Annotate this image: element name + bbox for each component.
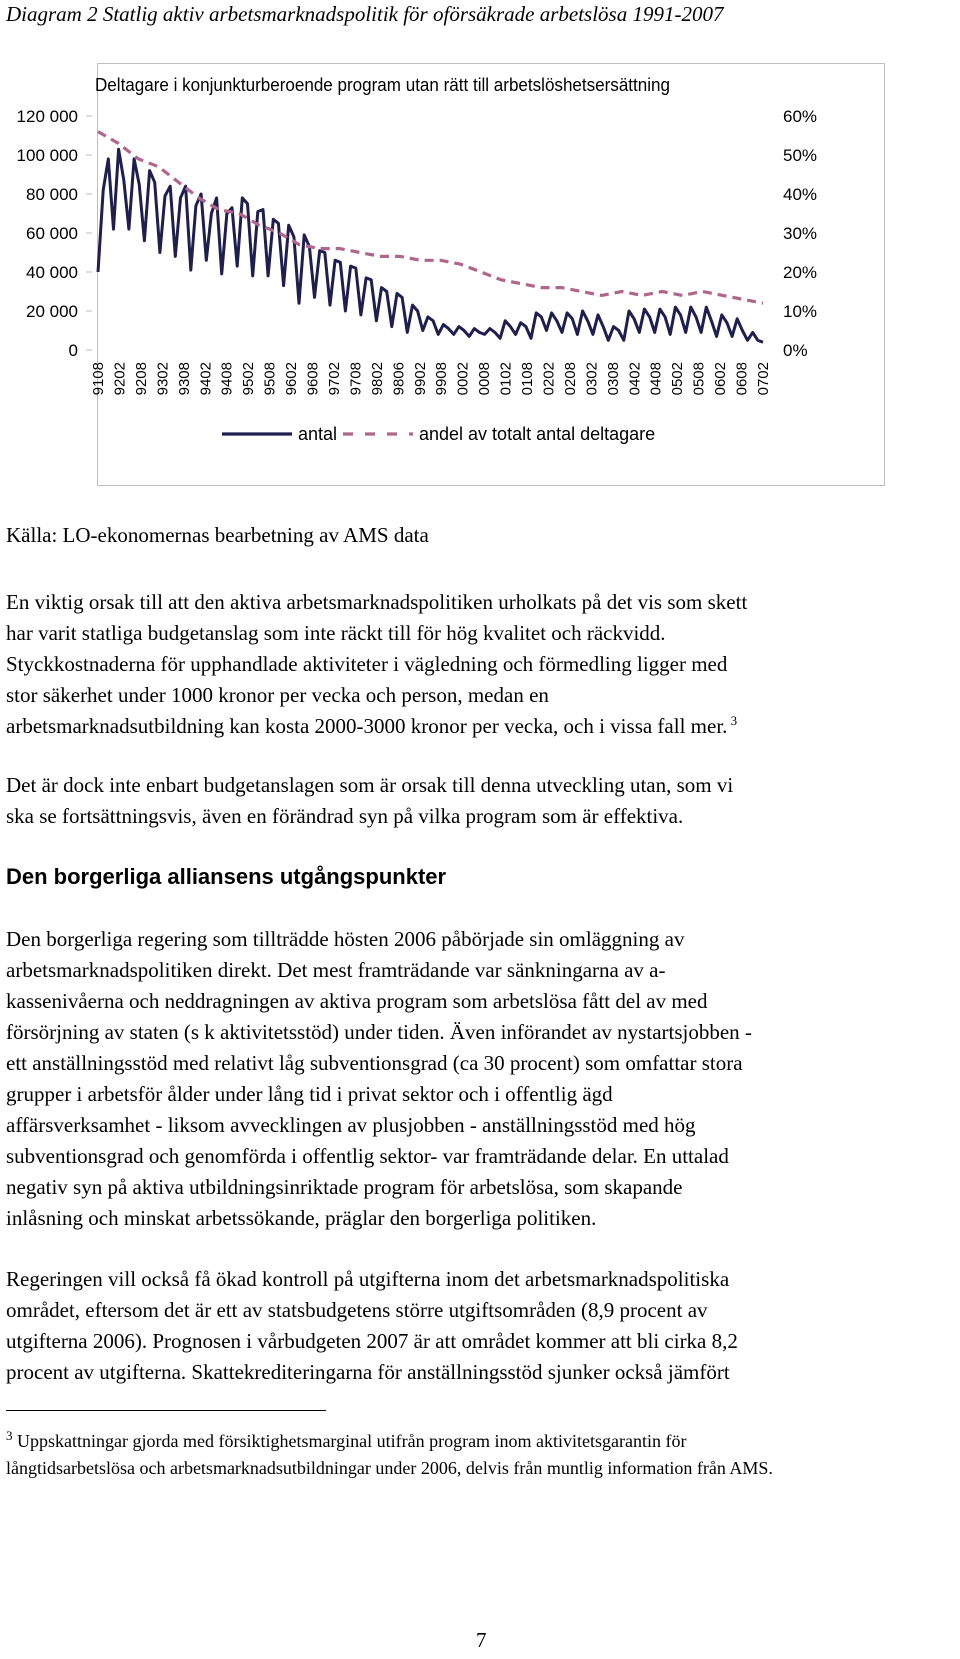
x-tick-label: 0208	[561, 362, 579, 396]
x-tick-label: 0602	[712, 362, 730, 396]
x-tick-label: 0102	[497, 362, 515, 396]
x-tick-label: 0008	[476, 362, 494, 396]
text-line: inlåsning och minskat arbetssökande, präglar den borgerliga politiken.	[6, 1206, 597, 1230]
text-line: har varit statliga budgetanslag som inte räckt till för hög kvalitet och räckvidd.	[6, 621, 666, 645]
footnote-reference: 3	[727, 713, 738, 728]
y-left-tick-label: 100 000	[16, 146, 78, 165]
x-tick-label: 0508	[690, 362, 708, 396]
x-tick-label: 0408	[647, 362, 665, 396]
text-line: arbetsmarknadspolitiken direkt. Det mest framträdande var sänkningarna av a-	[6, 958, 666, 982]
x-tick-label: 0302	[583, 362, 601, 396]
chart-title: Deltagare i konjunkturberoende program utan rätt till arbetslöshetsersättning	[95, 75, 670, 95]
section-heading: Den borgerliga alliansens utgångspunkter	[6, 864, 447, 889]
y-right-tick-label: 10%	[783, 302, 818, 321]
x-tick-label: 0402	[626, 362, 644, 396]
text-line: Regeringen vill också få ökad kontroll på utgifterna inom det arbetsmarknadspolitiska	[6, 1267, 730, 1291]
y-right-tick-label: 30%	[783, 224, 818, 243]
x-tick-label: 0502	[669, 362, 687, 396]
legend-label: antal	[298, 424, 338, 444]
x-tick-label: 9408	[218, 362, 236, 396]
chart-source: Källa: LO-ekonomernas bearbetning av AMS data	[6, 523, 429, 547]
x-tick-label: 9702	[325, 362, 343, 396]
paragraph-programs	[6, 770, 954, 832]
x-tick-label: 9802	[368, 362, 386, 396]
text-line: kassenivåerna och neddragningen av aktiva program som arbetslösa fått del av med	[6, 989, 708, 1013]
text-line: utgifterna 2006). Prognosen i vårbudgeten 2007 är att området kommer att bli cirka 8,2	[6, 1329, 738, 1353]
series-line-andel	[98, 132, 763, 304]
y-left-tick-label: 60 000	[26, 224, 78, 243]
x-tick-label: 9806	[390, 362, 408, 396]
y-left-tick-label: 40 000	[26, 263, 78, 282]
text-line: procent av utgifterna. Skattekrediteringarna för anställningsstöd sjunker också jämfört	[6, 1360, 730, 1384]
text-line: stor säkerhet under 1000 kronor per vecka och person, medan en	[6, 683, 549, 707]
x-tick-label: 9502	[240, 362, 258, 396]
text-line: subventionsgrad och genomförda i offentlig sektor- var framträdande delar. En uttalad	[6, 1144, 729, 1168]
text-line: affärsverksamhet - liksom avvecklingen av plusjobben - anställningsstöd med hög	[6, 1113, 696, 1137]
y-left-tick-label: 0	[68, 341, 78, 360]
x-tick-label: 9908	[433, 362, 451, 396]
legend-label: andel av totalt antal deltagare	[419, 424, 656, 444]
x-tick-label: 9308	[175, 362, 193, 396]
y-right-tick-label: 50%	[783, 146, 818, 165]
text-line: ett anställningsstöd med relativt låg subventionsgrad (ca 30 procent) som omfattar stora	[6, 1051, 743, 1075]
footnote-line: $^3$ Uppskattningar gjorda med försiktighetsmarginal utifrån program inom aktivitetsgarantin för	[6, 1428, 687, 1451]
x-tick-label: 0308	[604, 362, 622, 396]
x-tick-label: 9402	[197, 362, 215, 396]
x-tick-label: 9208	[132, 362, 150, 396]
y-right-tick-label: 60%	[783, 107, 818, 126]
x-tick-label: 0002	[454, 362, 472, 396]
text-line: Det är dock inte enbart budgetanslagen som är orsak till denna utveckling utan, som vi	[6, 773, 734, 797]
paragraph-budget-control	[6, 1264, 954, 1388]
footnote-number: 3	[6, 1428, 13, 1443]
text-line: området, eftersom det är ett av statsbudgetens större utgiftsområden (8,9 procent av	[6, 1298, 708, 1322]
paragraph-government	[6, 924, 954, 1234]
participants-line-chart	[0, 0, 960, 500]
x-tick-label: 9302	[154, 362, 172, 396]
y-right-tick-label: 20%	[783, 263, 818, 282]
text-line: arbetsmarknadsutbildning kan kosta 2000-3000 kronor per vecka, och i vissa fall mer. $^3$	[6, 713, 738, 738]
footnote-line: långtidsarbetslösa och arbetsmarknadsutbildningar under 2006, delvis från muntlig information från AMS.	[6, 1458, 773, 1478]
text-line: En viktig orsak till att den aktiva arbetsmarknadspolitiken urholkats på det vis som skett	[6, 590, 748, 614]
text-line: grupper i arbetsför ålder under lång tid i privat sektor och i offentlig ägd	[6, 1082, 613, 1106]
paragraph-budget	[6, 587, 954, 742]
x-tick-label: 0108	[519, 362, 537, 396]
text-line: negativ syn på aktiva utbildningsinriktade program för arbetslösa, som skapande	[6, 1175, 683, 1199]
x-tick-label: 9902	[411, 362, 429, 396]
x-tick-label: 9108	[90, 362, 107, 396]
x-tick-label: 9708	[347, 362, 365, 396]
text-line: ska se fortsättningsvis, även en förändrad syn på vilka program som är effektiva.	[6, 804, 684, 828]
x-tick-label: 0702	[755, 362, 772, 396]
x-tick-label: 9202	[111, 362, 129, 396]
footnote-separator	[6, 1410, 326, 1411]
y-right-tick-label: 0%	[783, 341, 808, 360]
x-tick-label: 0202	[540, 362, 558, 396]
page-number: 7	[476, 1628, 487, 1652]
text-line: Den borgerliga regering som tillträdde hösten 2006 påbörjade sin omläggning av	[6, 927, 685, 951]
figure-caption: Diagram 2 Statlig aktiv arbetsmarknadspolitik för oförsäkrade arbetslösa 1991-2007	[6, 2, 724, 26]
x-tick-label: 9508	[261, 362, 279, 396]
text-line: Styckkostnaderna för upphandlade aktiviteter i vägledning och förmedling ligger med	[6, 652, 728, 676]
y-left-tick-label: 20 000	[26, 302, 78, 321]
y-right-tick-label: 40%	[783, 185, 818, 204]
x-tick-label: 9608	[304, 362, 322, 396]
footnote	[6, 1428, 956, 1482]
series-line-antal	[98, 149, 763, 342]
x-tick-label: 9602	[283, 362, 301, 396]
y-left-tick-label: 120 000	[16, 107, 78, 126]
text-line: försörjning av staten (s k aktivitetsstöd) under tiden. Även införandet av nystartsjobben -	[6, 1020, 752, 1044]
x-tick-label: 0608	[733, 362, 751, 396]
y-left-tick-label: 80 000	[26, 185, 78, 204]
